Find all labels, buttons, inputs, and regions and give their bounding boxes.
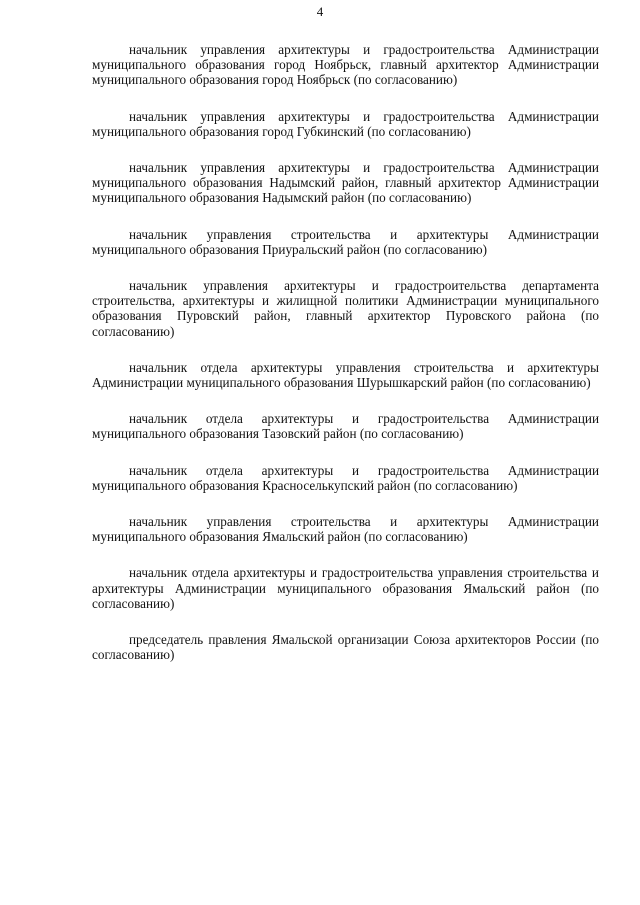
paragraph-3: начальник управления архитектуры и градостроительства Администрации муниципального образования Надымский район, главный архитектор Администрации муниципального образования Надымский район (по согласованию) (92, 160, 599, 206)
paragraph-8: начальник отдела архитектуры и градостроительства Администрации муниципального образования Красноселькупский район (по согласованию) (92, 462, 599, 493)
paragraph-9: начальник управления строительства и архитектуры Администрации муниципального образования Ямальский район (по согласованию) (92, 514, 599, 545)
paragraph-11: председатель правления Ямальской организации Союза архитекторов России (по согласованию) (92, 632, 599, 663)
paragraph-1: начальник управления архитектуры и градостроительства Администрации муниципального образования город Ноябрьск, главный архитектор Администрации муниципального образования город Ноябрьск (по согласованию) (92, 42, 599, 88)
paragraph-2: начальник управления архитектуры и градостроительства Администрации муниципального образования город Губкинский (по согласованию) (92, 108, 599, 139)
paragraph-10: начальник отдела архитектуры и градостроительства управления строительства и архитектуры Администрации муниципального образования Ямальский район (по согласованию) (92, 565, 599, 611)
paragraph-4: начальник управления строительства и архитектуры Администрации муниципального образования Приуральский район (по согласованию) (92, 226, 599, 257)
paragraph-5: начальник управления архитектуры и градостроительства департамента строительства, архитектуры и жилищной политики Администрации муниципального образования Пуровский район, главный архитектор Пуровского района (по согласованию) (92, 278, 599, 339)
paragraph-6: начальник отдела архитектуры управления строительства и архитектуры Администрации муниципального образования Шурышкарский район (по согласованию) (92, 359, 599, 391)
paragraph-7: начальник отдела архитектуры и градостроительства Администрации муниципального образования Тазовский район (по согласованию) (92, 411, 599, 442)
page-number: 4 (316, 4, 324, 19)
document-body (92, 42, 599, 662)
